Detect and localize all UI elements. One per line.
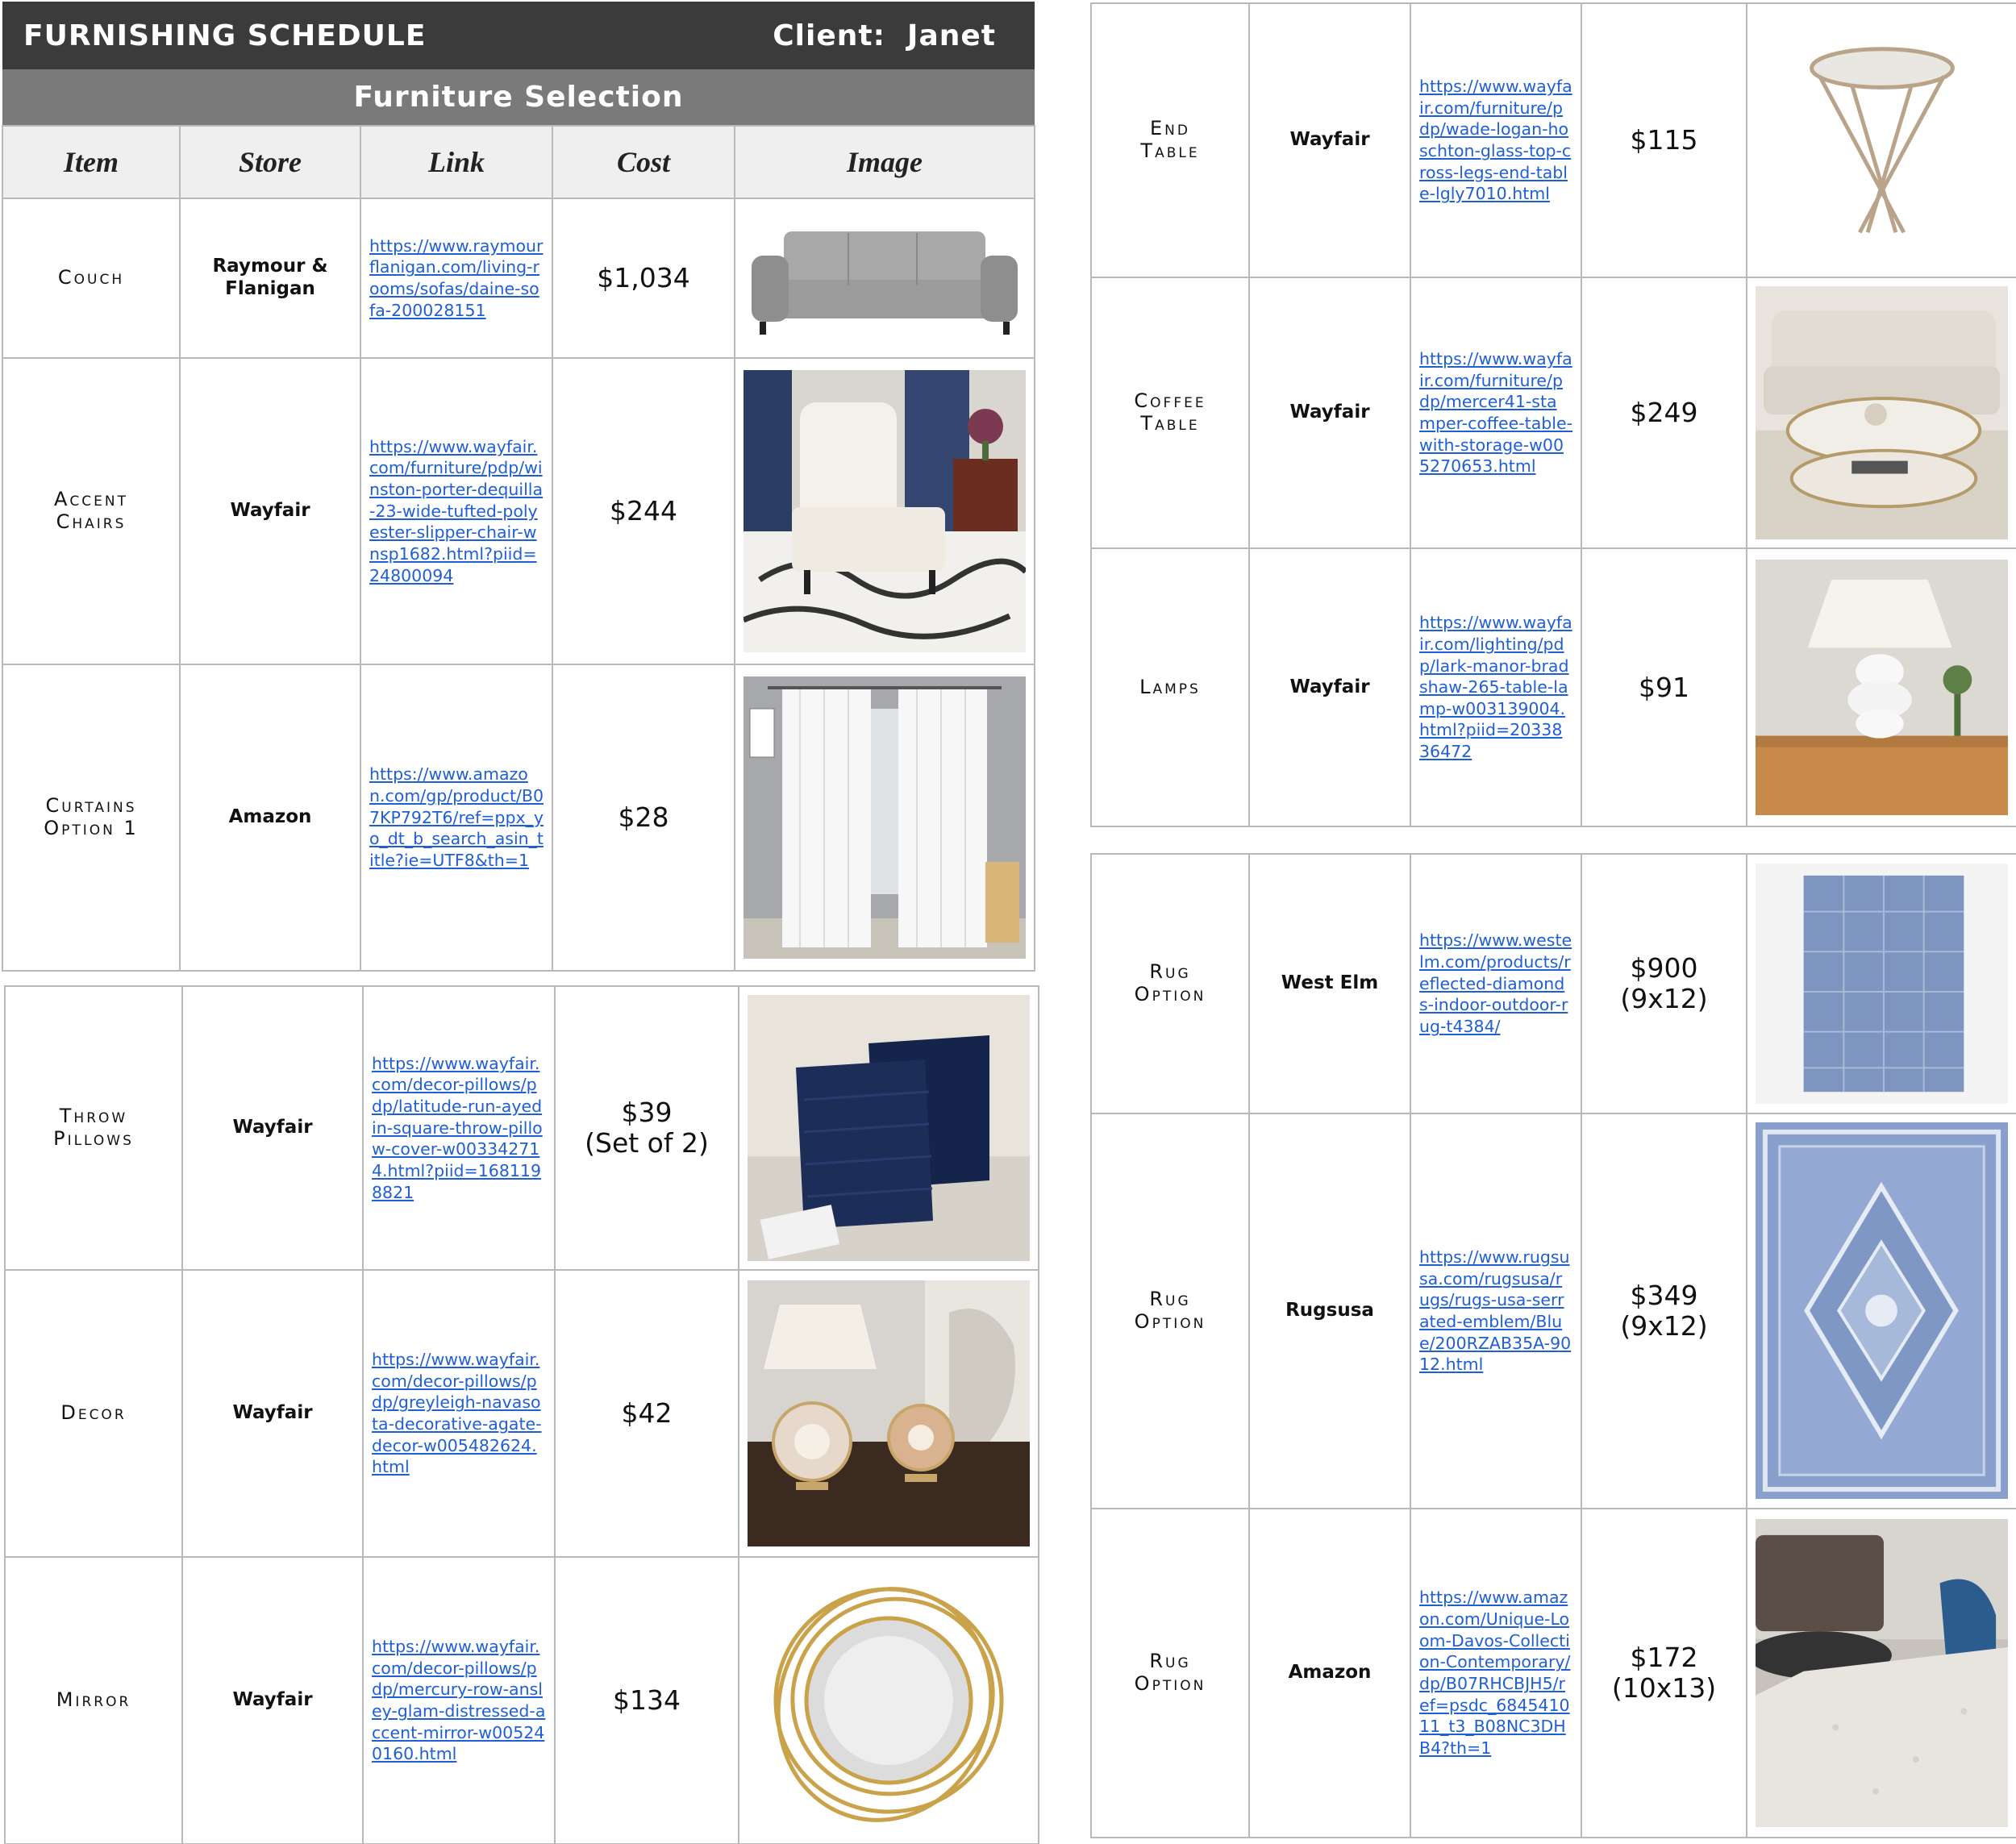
item-name: Curtains Option 1 [2, 664, 180, 971]
product-image [1747, 277, 2016, 548]
product-image [1747, 548, 2016, 826]
cost-value: $39 (Set of 2) [555, 986, 739, 1270]
table-row [5, 986, 1039, 1270]
item-name: Rug Option [1091, 854, 1249, 1113]
store-name: Raymour & Flanigan [180, 198, 360, 358]
table-row [2, 664, 1035, 971]
schedule-table-accessories [4, 985, 1039, 1844]
cost-value: $42 [555, 1270, 739, 1557]
section-bar [2, 69, 1035, 126]
section-title: Furniture Selection [2, 69, 1035, 126]
end-table-photo [1756, 12, 2008, 268]
item-name: Accent Chairs [2, 358, 180, 664]
item-name: Couch [2, 198, 180, 358]
table-row [2, 358, 1035, 664]
table-row [1091, 3, 2016, 277]
store-name: Wayfair [182, 1270, 363, 1557]
table-row [1091, 548, 2016, 826]
store-name: Rugsusa [1249, 1113, 1410, 1509]
product-image [735, 664, 1035, 971]
product-link[interactable]: https://www.wayfair.com/furniture/pdp/mercer41-stamper-coffee-table-with-storage-w005270653.html [1410, 277, 1581, 548]
coffee-table-photo [1756, 286, 2008, 539]
item-name: Coffee Table [1091, 277, 1249, 548]
sheer-curtains-photo [744, 676, 1026, 959]
schedule-header-bar [2, 2, 1035, 69]
store-name: Wayfair [1249, 277, 1410, 548]
item-name: Throw Pillows [5, 986, 182, 1270]
client-info [773, 19, 996, 52]
gold-mirror-photo [748, 1567, 1030, 1834]
agate-decor-photo [748, 1280, 1030, 1546]
table-row [1091, 854, 2016, 1113]
product-link[interactable]: https://www.wayfair.com/decor-pillows/pdp/latitude-run-ayedin-square-throw-pillow-cover-w003342714.html?piid=1681198821 [363, 986, 555, 1270]
product-link[interactable]: https://www.amazon.com/gp/product/B07KP792T6/ref=ppx_yo_dt_b_search_asin_title?ie=UTF8&th=1 [360, 664, 552, 971]
item-name: Rug Option [1091, 1113, 1249, 1509]
column-header-row [2, 126, 1035, 198]
cost-value: $900 (9x12) [1581, 854, 1747, 1113]
cost-value: $244 [552, 358, 735, 664]
schedule-table-rugs [1090, 853, 2016, 1838]
cost-value: $115 [1581, 3, 1747, 277]
table-row [5, 1270, 1039, 1557]
blue-rug-photo [1756, 864, 2008, 1104]
product-image [1747, 3, 2016, 277]
store-name: Amazon [1249, 1509, 1410, 1838]
item-name: End Table [1091, 3, 1249, 277]
shag-rug-photo [1756, 1519, 2008, 1828]
product-link[interactable]: https://www.wayfair.com/furniture/pdp/winston-porter-dequilla-23-wide-tufted-polyester-slipper-chair-wnsp1682.html?piid=24800094 [360, 358, 552, 664]
client-label: Client: [773, 19, 885, 52]
cost-value: $349 (9x12) [1581, 1113, 1747, 1509]
product-image [735, 198, 1035, 358]
table-row [5, 1557, 1039, 1844]
table-row [2, 198, 1035, 358]
cost-value: $134 [555, 1557, 739, 1844]
store-name: West Elm [1249, 854, 1410, 1113]
schedule-title: FURNISHING SCHEDULE [23, 19, 427, 52]
cost-value: $172 (10x13) [1581, 1509, 1747, 1838]
cost-value: $249 [1581, 277, 1747, 548]
medallion-rug-photo [1756, 1122, 2008, 1499]
cost-value: $91 [1581, 548, 1747, 826]
column-header-image: Image [735, 126, 1035, 198]
product-image [1747, 1113, 2016, 1509]
grey-sofa-photo [744, 207, 1026, 349]
column-header-cost: Cost [552, 126, 735, 198]
item-name: Rug Option [1091, 1509, 1249, 1838]
navy-pillows-photo [748, 995, 1030, 1261]
store-name: Wayfair [1249, 3, 1410, 277]
store-name: Wayfair [180, 358, 360, 664]
product-link[interactable]: https://www.wayfair.com/decor-pillows/pdp/greyleigh-navasota-decorative-agate-decor-w005482624.html [363, 1270, 555, 1557]
product-image [739, 1270, 1039, 1557]
item-name: Decor [5, 1270, 182, 1557]
column-header-store: Store [180, 126, 360, 198]
product-image [1747, 1509, 2016, 1838]
product-link[interactable]: https://www.rugsusa.com/rugsusa/rugs/rugs-usa-serrated-emblem/Blue/200RZAB35A-9012.html [1410, 1113, 1581, 1509]
item-name: Lamps [1091, 548, 1249, 826]
product-link[interactable]: https://www.westelm.com/products/reflected-diamonds-indoor-outdoor-rug-t4384/ [1410, 854, 1581, 1113]
column-header-link: Link [360, 126, 552, 198]
schedule-table-main [2, 2, 1035, 972]
product-link[interactable]: https://www.wayfair.com/lighting/pdp/lark-manor-bradshaw-265-table-lamp-w003139004.html?piid=2033836472 [1410, 548, 1581, 826]
item-name: Mirror [5, 1557, 182, 1844]
schedule-table-tables-lamps [1090, 2, 2016, 827]
product-link[interactable]: https://www.wayfair.com/furniture/pdp/wade-logan-hoschton-glass-top-cross-legs-end-table-lgly7010.html [1410, 3, 1581, 277]
product-image [1747, 854, 2016, 1113]
product-image [739, 1557, 1039, 1844]
product-image [739, 986, 1039, 1270]
product-image [735, 358, 1035, 664]
table-lamp-photo [1756, 560, 2008, 816]
store-name: Amazon [180, 664, 360, 971]
column-header-item: Item [2, 126, 180, 198]
cost-value: $1,034 [552, 198, 735, 358]
product-link[interactable]: https://www.raymourflanigan.com/living-rooms/sofas/daine-sofa-200028151 [360, 198, 552, 358]
cost-value: $28 [552, 664, 735, 971]
store-name: Wayfair [182, 1557, 363, 1844]
client-name: Janet [907, 19, 996, 52]
store-name: Wayfair [182, 986, 363, 1270]
store-name: Wayfair [1249, 548, 1410, 826]
table-row [1091, 1509, 2016, 1838]
product-link[interactable]: https://www.wayfair.com/decor-pillows/pdp/mercury-row-ansley-glam-distressed-accent-mirror-w005240160.html [363, 1557, 555, 1844]
table-row [1091, 277, 2016, 548]
tufted-chair-photo [744, 370, 1026, 652]
product-link[interactable]: https://www.amazon.com/Unique-Loom-Davos-Collection-Contemporary/dp/B07RHCBJH5/ref=psdc_684541011_t3_B08NC3DHB4?th=1 [1410, 1509, 1581, 1838]
table-row [1091, 1113, 2016, 1509]
